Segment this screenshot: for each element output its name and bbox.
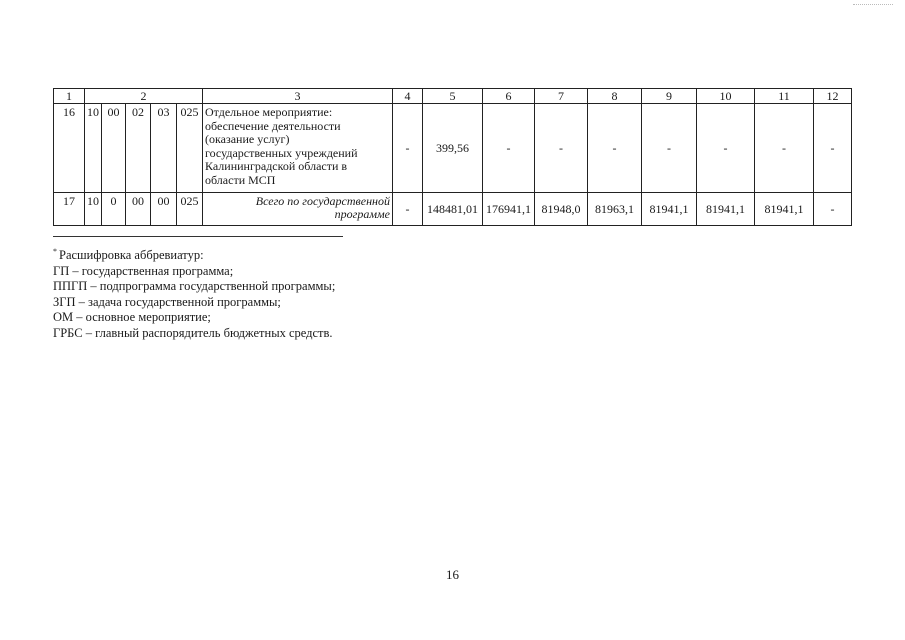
description-cell xyxy=(203,104,393,193)
value-cell: - xyxy=(697,104,755,193)
code-cell: 02 xyxy=(126,104,151,193)
value-cell: 81941,1 xyxy=(642,193,697,226)
value-cell: - xyxy=(814,104,852,193)
header-cell: 3 xyxy=(203,89,393,104)
page-number: 16 xyxy=(446,567,459,582)
footnote-title-text: Расшифровка аббревиатур: xyxy=(59,248,204,262)
header-cell: 12 xyxy=(814,89,852,104)
total-label-cell xyxy=(203,193,393,226)
footnote-line: ГП – государственная программа; xyxy=(53,263,234,278)
code-cell: 00 xyxy=(102,104,126,193)
footnote-line: ЗГП – задача государственной программы; xyxy=(53,294,281,309)
table-row xyxy=(54,104,852,193)
code-cell: 025 xyxy=(177,193,203,226)
code-cell: 10 xyxy=(85,104,102,193)
header-cell: 5 xyxy=(423,89,483,104)
footnote-line: ОМ – основное мероприятие; xyxy=(53,310,211,324)
header-cell: 1 xyxy=(54,89,85,104)
header-cell: 8 xyxy=(588,89,642,104)
header-cell: 2 xyxy=(85,89,203,104)
value-cell: 399,56 xyxy=(423,104,483,193)
total-label-line: Всего по государственной xyxy=(255,194,390,208)
code-cell: 00 xyxy=(126,193,151,226)
description-line: Калининградской области в xyxy=(205,159,348,173)
footnote-line: ГРБС – главный распорядитель бюджетных средств. xyxy=(53,325,333,340)
description-line: обеспечение деятельности xyxy=(205,118,341,133)
footnote-marker: * xyxy=(53,247,57,256)
value-cell: 176941,1 xyxy=(483,193,535,226)
table-row xyxy=(54,193,852,226)
value-cell: - xyxy=(814,193,852,226)
header-cell: 11 xyxy=(755,89,814,104)
description-line: государственных учреждений xyxy=(205,145,358,160)
value-cell: - xyxy=(642,104,697,193)
value-cell: 148481,01 xyxy=(423,193,483,226)
description-line: области МСП xyxy=(205,172,276,187)
footnotes xyxy=(53,244,335,341)
code-cell: 03 xyxy=(151,104,177,193)
value-cell: 81941,1 xyxy=(755,193,814,226)
value-cell: 81963,1 xyxy=(588,193,642,226)
footnote-separator xyxy=(53,236,343,237)
value-cell: - xyxy=(588,104,642,193)
header-cell: 4 xyxy=(393,89,423,104)
code-cell: 10 xyxy=(85,193,102,226)
scan-artifact xyxy=(853,4,893,5)
value-cell: - xyxy=(483,104,535,193)
header-cell: 7 xyxy=(535,89,588,104)
header-cell: 10 xyxy=(697,89,755,104)
value-cell: 81941,1 xyxy=(697,193,755,226)
description-line: Отдельное мероприятие: xyxy=(205,105,333,119)
code-cell: 0 xyxy=(102,193,126,226)
value-cell: - xyxy=(393,104,423,193)
description-line: (оказание услуг) xyxy=(205,132,290,146)
row-number: 16 xyxy=(54,104,85,193)
header-cell: 6 xyxy=(483,89,535,104)
header-cell: 9 xyxy=(642,89,697,104)
footnote-title xyxy=(53,244,335,264)
value-cell: - xyxy=(535,104,588,193)
footnote-line: ППГП – подпрограмма государственной программы; xyxy=(53,279,336,293)
program-table xyxy=(53,88,852,226)
header-row xyxy=(54,89,852,104)
code-cell: 00 xyxy=(151,193,177,226)
code-cell: 025 xyxy=(177,104,203,193)
value-cell: - xyxy=(393,193,423,226)
value-cell: 81948,0 xyxy=(535,193,588,226)
value-cell: - xyxy=(755,104,814,193)
row-number: 17 xyxy=(54,193,85,226)
total-label-line: программе xyxy=(334,207,390,221)
